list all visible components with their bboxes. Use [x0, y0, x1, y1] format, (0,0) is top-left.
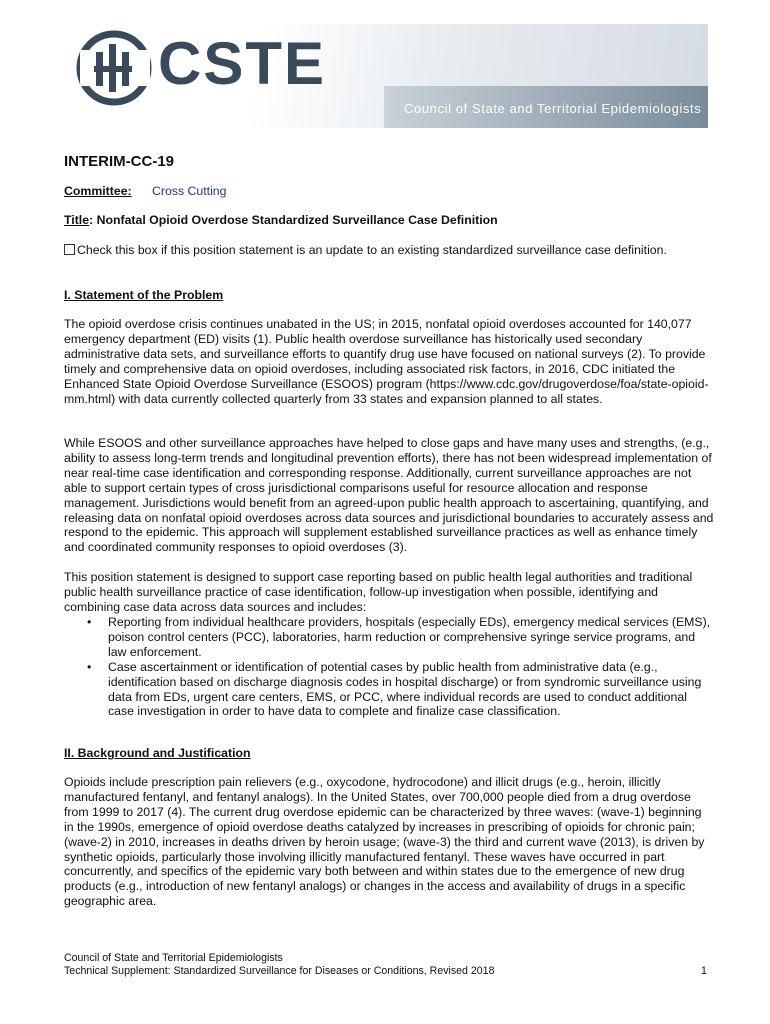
- section-heading-background: II. Background and Justification: [64, 746, 251, 760]
- update-checkbox[interactable]: [64, 244, 75, 255]
- bullet-icon: •: [87, 615, 92, 629]
- paragraph-problem-1: The opioid overdose crisis continues unabated in the US; in 2015, nonfatal opioid overdoses accounted for 140,077 emergency department (ED) visits (1). Public health overdose surveillance has historically used secondary administrative data sets, and surveillance efforts to quantify drug use have focused on national surveys (2). To provide timely and comprehensive data on opioid overdoses, including associated risk factors, in 2016, CDC initiated the Enhanced State Opioid Overdose Surveillance (ESOOS) program (https://www.cdc.gov/drugoverdose/foa/state-opioid-mm.html) with data currently collected quarterly from 33 states and expansion planned to all states.: [64, 317, 709, 406]
- list-item: [64, 660, 714, 720]
- page-footer: [64, 952, 494, 978]
- cste-logo-icon: [76, 30, 156, 106]
- title-row: [64, 213, 498, 227]
- bullet-icon: •: [87, 659, 92, 674]
- committee-value: Cross Cutting: [152, 184, 227, 198]
- update-checkbox-row: [64, 243, 667, 257]
- footer-supplement: Technical Supplement: Standardized Surveillance for Diseases or Conditions, Revised 2018: [64, 965, 495, 977]
- update-checkbox-label: Check this box if this position statement is an update to an existing standardized surveillance case definition.: [77, 243, 667, 257]
- committee-row: [64, 184, 227, 198]
- list-item: [64, 615, 714, 660]
- paragraph-background-1: Opioids include prescription pain relievers (e.g., oxycodone, hydrocodone) and illicit drugs (e.g., heroin, illicitly manufactured fentanyl, and fentanyl analogs). In the United States, over 700,000 people died from a drug overdose from 1999 to 2017 (4). The current drug overdose epidemic can be characterized by three waves: (wave-1) beginning in the 1990s, emergence of opioid overdose deaths catalyzed by increases in prescribing of opioids for chronic pain; (wave-2) in 2010, increases in deaths driven by heroin usage; (wave-3) the third and current wave (2013), is driven by synthetic opioids, particularly those involving illicitly manufactured fentanyl. These waves have occurred in part concurrently, and specifics of the epidemic vary both between and within states due to the emergence of new drug products (e.g., introduction of new fentanyl analogs) or changes in the access and availability of drugs in a specific geographic area.: [64, 775, 705, 909]
- title-label: Title: [64, 213, 90, 227]
- logo-text: CSTE: [158, 30, 327, 97]
- bullet-list: [64, 615, 714, 719]
- title-value: : Nonfatal Opioid Overdose Standardized Surveillance Case Definition: [89, 213, 498, 227]
- paragraph-problem-3: This position statement is designed to support case reporting based on public health legal authorities and traditional public health surveillance practice of case identification, follow-up investigation when possible, identifying and combining case data across data sources and includes:: [64, 570, 693, 614]
- paragraph-problem-2: While ESOOS and other surveillance approaches have helped to close gaps and have many uses and strengths, (e.g., ability to assess long-term trends and longitudinal prevention efforts), there has not been widespread implementation of near real-time case identification and corresponding response. Additionally, current surveillance approaches are not able to support certain types of cross jurisdictional comparisons useful for resource allocation and response management. Jurisdictions would benefit from an agreed-upon public health approach to ascertaining, quantifying, and releasing data on nonfatal opioid overdoses across data sources and jurisdictional boundaries to accurately assess and respond to the epidemic. This approach will supplement established surveillance practices as well as enhance timely and coordinated community responses to opioid overdoses (3).: [64, 436, 714, 555]
- page-number: 1: [701, 965, 707, 977]
- footer-org: Council of State and Territorial Epidemiologists: [64, 952, 283, 964]
- document-id: INTERIM-CC-19: [64, 153, 175, 170]
- list-item-text: Case ascertainment or identification of potential cases by public health from administrative data (e.g., identification based on discharge diagnosis codes in hospital discharge) or from syndromic surveillance using data from EDs, urgent care centers, EMS, or PCC, where individual records are used to conduct additional case investigation in order to have data to complete and finalize case classification.: [108, 659, 702, 719]
- cste-header: [66, 24, 708, 128]
- list-item-text: Reporting from individual healthcare providers, hospitals (especially EDs), emergency medical services (EMS), poison control centers (PCC), laboratories, harm reduction or comprehensive syringe service programs, and law enforcement.: [108, 615, 711, 659]
- committee-label: Committee:: [64, 184, 132, 198]
- section-heading-problem: I. Statement of the Problem: [64, 288, 224, 302]
- header-tagline: Council of State and Territorial Epidemiologists: [404, 101, 702, 116]
